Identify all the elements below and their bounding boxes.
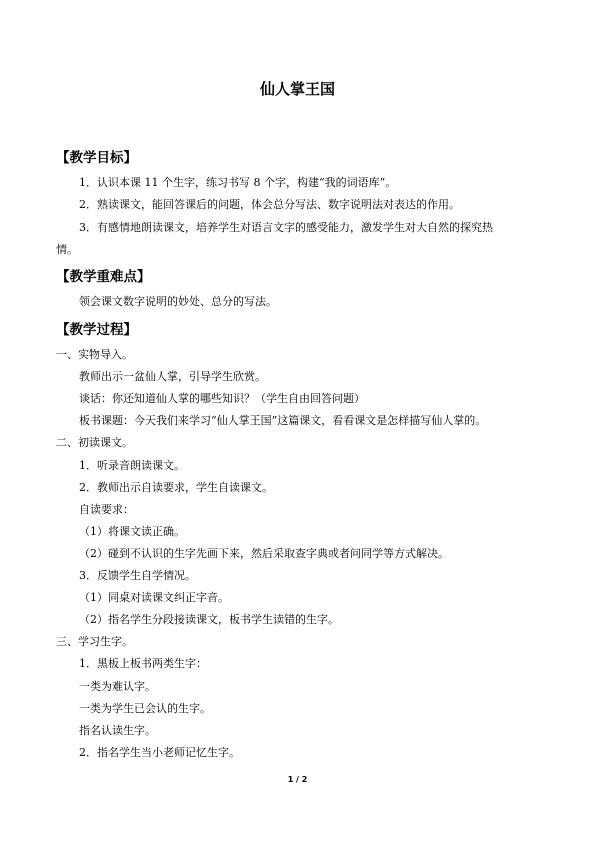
page-title: 仙人掌王国: [259, 80, 335, 98]
process-line: 指名认读生字。: [79, 724, 156, 737]
process-line: （1）同桌对读课文纠正字音。: [79, 591, 229, 604]
process-line: （1）将课文读正确。: [79, 525, 185, 538]
section-heading-process: 【教学过程】: [56, 322, 137, 338]
process-line: （2）指名学生分段接读课文，板书学生读错的生字。: [79, 613, 339, 626]
process-line: 一类为学生已会认的生字。: [79, 702, 211, 715]
objective-line: 2．熟读课文，能回答课后的问题，体会总分写法、数字说明法对表达的作用。: [79, 198, 460, 211]
process-line: 2．教师出示自读要求，学生自读课文。: [79, 481, 273, 494]
page-number: 1 / 2: [287, 775, 308, 784]
objective-line: 1．认识本课 11 个生字，练习书写 8 个字，构建“我的词语库”。: [79, 176, 397, 189]
process-line: 一、实物导入。: [56, 348, 133, 361]
process-line: 3．反馈学生自学情况。: [79, 569, 196, 582]
process-line: 教师出示一盆仙人掌，引导学生欣赏。: [79, 370, 266, 383]
process-line: 板书课题：今天我们来学习“仙人掌王国”这篇课文，看看课文是怎样描写仙人掌的。: [79, 414, 487, 427]
objective-line: 3．有感情地朗读课文，培养学生对语言文字的感受能力，激发学生对大自然的探究热: [79, 221, 493, 234]
process-line: 三、学习生字。: [56, 635, 133, 648]
process-line: 1．听录音朗读课文。: [79, 459, 185, 472]
section-heading-key-points: 【教学重难点】: [56, 269, 151, 285]
process-line: 一类为难认字。: [79, 680, 156, 693]
key-point-line: 领会课文数字说明的妙处、总分的写法。: [79, 295, 277, 308]
process-line: 二、初读课文。: [56, 436, 133, 449]
process-line: 谈话：你还知道仙人掌的哪些知识？（学生自由回答问题）: [79, 392, 365, 405]
objective-line: 情。: [56, 243, 78, 256]
section-heading-objectives: 【教学目标】: [56, 150, 137, 166]
process-line: 1．黑板上板书两类生字：: [79, 657, 207, 670]
process-line: （2）碰到不认识的生字先画下来，然后采取查字典或者问同学等方式解决。: [79, 547, 449, 560]
process-line: 自读要求：: [79, 503, 134, 516]
process-line: 2．指名学生当小老师记忆生字。: [79, 746, 240, 759]
